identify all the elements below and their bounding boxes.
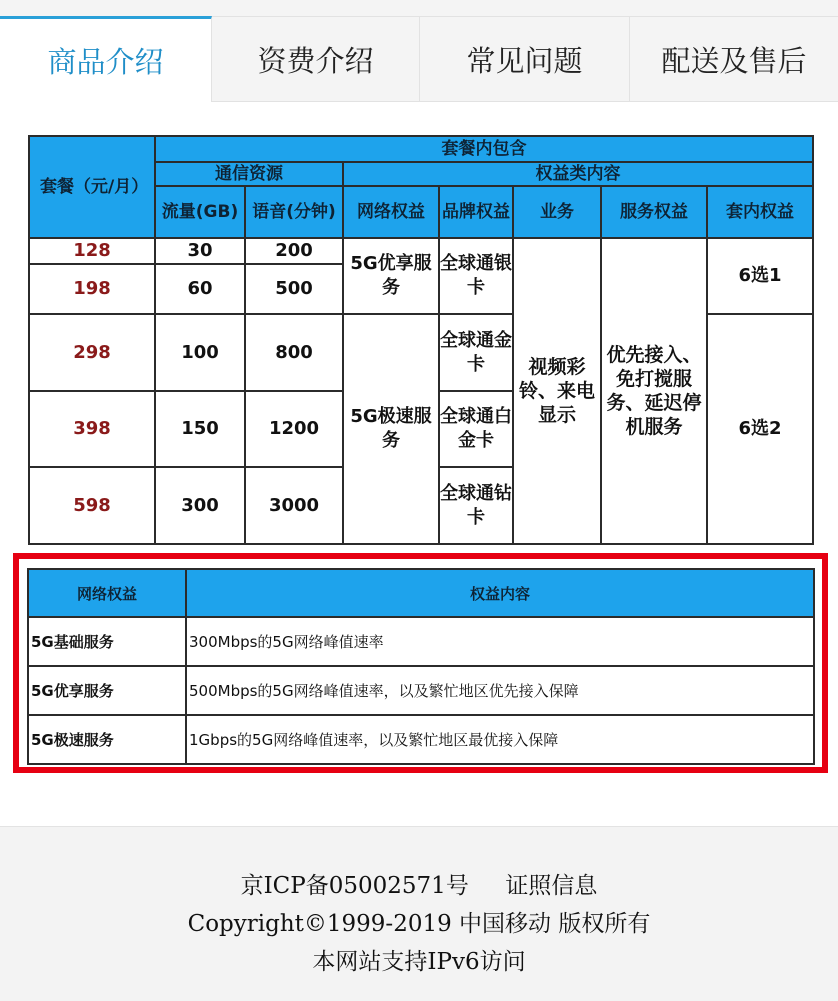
price-cell: 298: [29, 314, 155, 391]
voice-cell: 1200: [245, 391, 343, 467]
voice-cell: 200: [245, 238, 343, 264]
header-comm: 通信资源: [155, 162, 343, 186]
service-name: 5G优享服务: [28, 666, 186, 715]
brand-cell: 全球通钻卡: [439, 467, 513, 544]
price-cell: 198: [29, 264, 155, 314]
service-name: 5G极速服务: [28, 715, 186, 764]
data-cell: 100: [155, 314, 245, 391]
header-network-rights: 网络权益: [28, 569, 186, 617]
service-desc: 1Gbps的5G网络峰值速率，以及繁忙地区最优接入保障: [186, 715, 814, 764]
business-cell: 视频彩铃、来电显示: [513, 238, 601, 544]
header-included: 套餐内包含: [155, 136, 813, 162]
tab-delivery[interactable]: 配送及售后: [630, 16, 838, 102]
brand-cell: 全球通银卡: [439, 238, 513, 314]
network-rights-table: [27, 568, 815, 765]
copyright-text: Copyright©1999-2019 中国移动 版权所有: [187, 911, 651, 937]
tab-faq[interactable]: 常见问题: [420, 16, 630, 102]
icp-link[interactable]: 京ICP备05002571号: [240, 873, 469, 899]
header-service: 服务权益: [601, 186, 707, 238]
license-link[interactable]: 证照信息: [505, 873, 598, 899]
ipv6-text: 本网站支持IPv6访问: [312, 949, 526, 975]
header-package: 套餐（元/月）: [29, 136, 155, 238]
brand-cell: 全球通白金卡: [439, 391, 513, 467]
table-row: [29, 238, 813, 264]
inner-cell: 6选1: [707, 238, 813, 314]
table-row: [28, 617, 814, 666]
service-cell: 优先接入、免打搅服务、延迟停机服务: [601, 238, 707, 544]
network-cell: 5G极速服务: [343, 314, 439, 544]
tab-product-intro[interactable]: 商品介绍: [0, 16, 212, 102]
footer: [0, 826, 838, 1001]
tab-pricing[interactable]: 资费介绍: [212, 16, 420, 102]
footer-icp-line: [0, 867, 838, 900]
header-brand: 品牌权益: [439, 186, 513, 238]
header-voice: 语音(分钟): [245, 186, 343, 238]
voice-cell: 3000: [245, 467, 343, 544]
table-row: [28, 666, 814, 715]
header-rights-content: 权益内容: [186, 569, 814, 617]
tab-bar: [0, 0, 838, 102]
service-desc: 300Mbps的5G网络峰值速率: [186, 617, 814, 666]
service-name: 5G基础服务: [28, 617, 186, 666]
inner-cell: 6选2: [707, 314, 813, 544]
header-inner: 套内权益: [707, 186, 813, 238]
data-cell: 150: [155, 391, 245, 467]
table-row: [28, 715, 814, 764]
voice-cell: 500: [245, 264, 343, 314]
service-desc: 500Mbps的5G网络峰值速率，以及繁忙地区优先接入保障: [186, 666, 814, 715]
voice-cell: 800: [245, 314, 343, 391]
header-business: 业务: [513, 186, 601, 238]
price-cell: 128: [29, 238, 155, 264]
header-network: 网络权益: [343, 186, 439, 238]
header-data: 流量(GB): [155, 186, 245, 238]
network-cell: 5G优享服务: [343, 238, 439, 314]
data-cell: 30: [155, 238, 245, 264]
brand-cell: 全球通金卡: [439, 314, 513, 391]
package-table: [28, 135, 814, 545]
data-cell: 300: [155, 467, 245, 544]
price-cell: 598: [29, 467, 155, 544]
header-rights: 权益类内容: [343, 162, 813, 186]
price-cell: 398: [29, 391, 155, 467]
data-cell: 60: [155, 264, 245, 314]
